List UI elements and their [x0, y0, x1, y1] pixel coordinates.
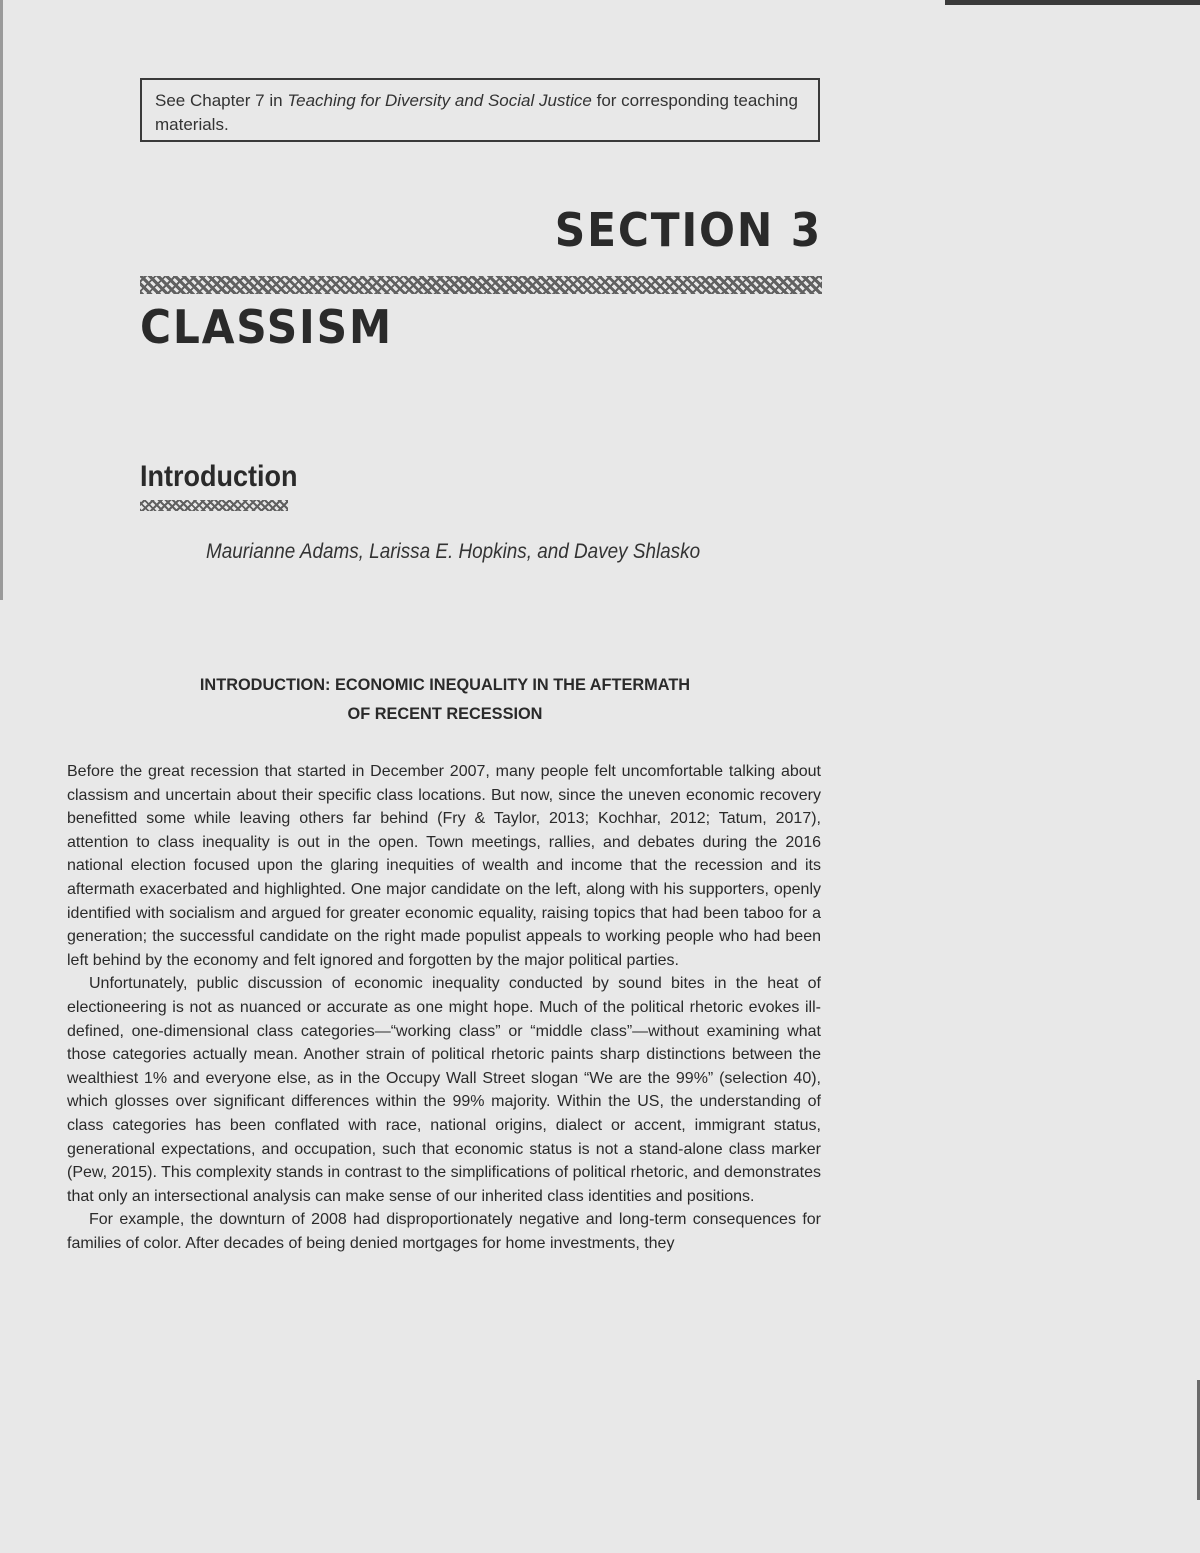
- note-book-title: Teaching for Diversity and Social Justice: [287, 91, 592, 110]
- section-divider-rule: [140, 276, 822, 294]
- subheading-line-2: OF RECENT RECESSION: [347, 704, 543, 723]
- body-paragraph-3: For example, the downturn of 2008 had disproportionately negative and long-term consequences for families of color. After decades of being denied mortgages for home investments, they: [67, 1211, 821, 1252]
- body-paragraph-2: Unfortunately, public discussion of economic inequality conducted by sound bites in the heat of electioneering is not as nuanced or accurate as one might hope. Much of the political rhetoric evokes ill-defined, one-dimensional class categories—“working class” or “middle class”—without examining what those categories actually mean. Another strain of political rhetoric paints sharp distinctions between the wealthiest 1% and everyone else, as in the Occupy Wall Street slogan “We are the 99%” (selection 40), which glosses over significant differences within the 99% majority. Within the US, the understanding of class categories has been conflated with race, national origins, dialect or accent, immigrant status, generational expectations, and occupation, such that economic status is not a stand-alone class marker (Pew, 2015). This complexity stands in contrast to the simplifications of political rhetoric, and demonstrates that only an intersectional analysis can make sense of our inherited class identities and positions.: [67, 975, 821, 1205]
- chapter-authors: Maurianne Adams, Larissa E. Hopkins, and Davey Shlasko: [206, 540, 701, 563]
- scan-edge-left: [0, 0, 3, 600]
- section-title: CLASSISM: [140, 300, 393, 354]
- chapter-heading: Introduction: [140, 460, 298, 493]
- chapter-heading-rule: [140, 500, 288, 511]
- subheading-line-1: INTRODUCTION: ECONOMIC INEQUALITY IN THE AFTERMATH: [199, 675, 691, 694]
- section-subheading: [152, 670, 738, 728]
- body-text: [67, 760, 821, 1255]
- body-paragraph-1: Before the great recession that started in December 2007, many people felt uncomfortable talking about classism and uncertain about their specific class locations. But now, since the uneven economic recovery benefitted some while leaving others far behind (Fry & Taylor, 2013; Kochhar, 2012; Tatum, 2017), attention to class inequality is out in the open. Town meetings, rallies, and debates during the 2016 national election focused upon the glaring inequities of wealth and income that the recession and its aftermath exacerbated and highlighted. One major candidate on the left, along with his supporters, openly identified with socialism and argued for greater economic equality, raising topics that had been taboo for a generation; the successful candidate on the right made populist appeals to working people who had been left behind by the economy and felt ignored and forgotten by the major political parties.: [67, 763, 821, 969]
- scan-edge-top: [945, 0, 1200, 5]
- note-prefix: See Chapter 7 in: [155, 91, 288, 110]
- note-suffix: for corresponding teaching materials.: [155, 91, 798, 134]
- section-number: SECTION 3: [554, 203, 822, 257]
- teaching-materials-note: [140, 78, 820, 142]
